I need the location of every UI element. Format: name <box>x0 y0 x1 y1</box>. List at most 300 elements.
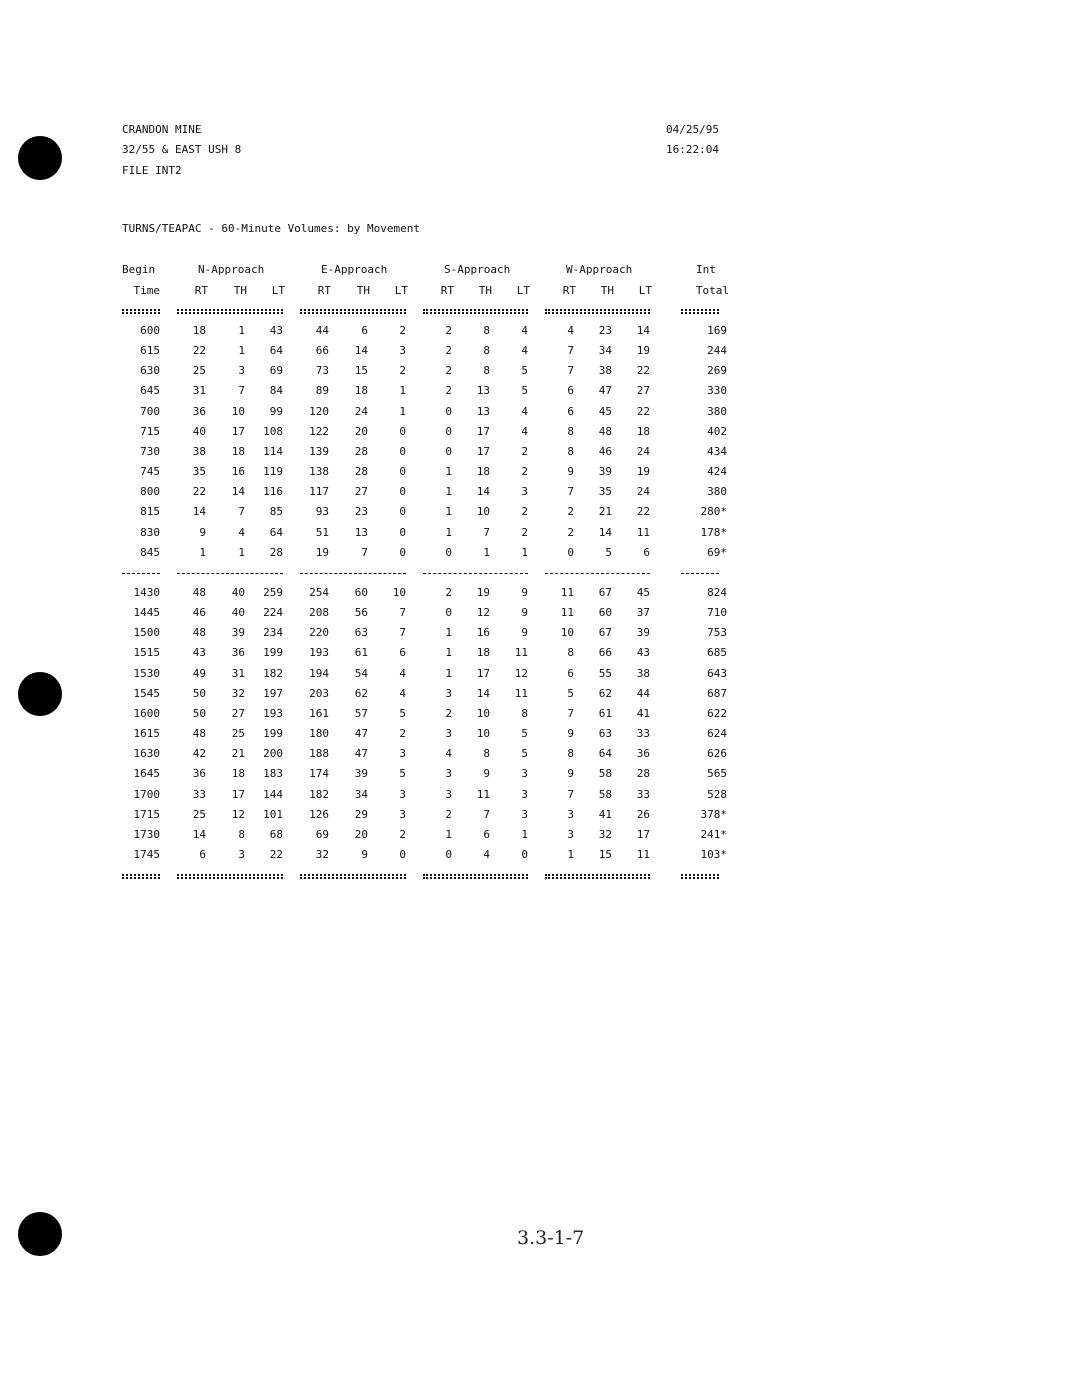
volume-cell: 0 <box>399 525 406 539</box>
volume-cell: 139 <box>309 444 329 458</box>
volume-cell: 824 <box>707 586 727 599</box>
volume-cell: 0 <box>521 847 528 861</box>
volume-cell: 14 <box>476 686 490 700</box>
volume-cell: 41 <box>598 807 612 821</box>
volume-cell: 8 <box>483 344 490 358</box>
volume-cell: 208 <box>309 606 329 620</box>
volume-cell: 180 <box>309 727 329 741</box>
column-header: TH <box>356 284 370 297</box>
volume-cell: 2 <box>521 525 528 539</box>
volume-cell: 19 <box>315 545 329 559</box>
volume-cell: 9 <box>483 767 490 781</box>
volume-cell: 14 <box>598 525 612 539</box>
volume-cell: 8 <box>238 827 245 841</box>
volume-cell: 7 <box>567 344 574 358</box>
volume-cell: 18 <box>192 324 206 337</box>
double-separator <box>300 874 406 879</box>
volume-cell: 2 <box>445 586 452 599</box>
volume-cell: 7 <box>399 606 406 620</box>
column-header: TH <box>478 284 492 297</box>
volume-cell: 3 <box>521 807 528 821</box>
volume-cell: 11 <box>514 646 528 660</box>
volume-cell: 46 <box>598 444 612 458</box>
time-cell: 630 <box>140 364 160 378</box>
volume-cell: 22 <box>192 485 206 499</box>
volume-cell: 22 <box>269 847 283 861</box>
group-header: Begin <box>122 263 156 276</box>
volume-cell: 41 <box>636 706 650 720</box>
volume-cell: 0 <box>399 485 406 499</box>
volume-cell: 42 <box>192 747 206 761</box>
volume-cell: 11 <box>560 586 574 599</box>
volume-cell: 8 <box>567 424 574 438</box>
volume-cell: 69* <box>707 545 727 559</box>
volume-cell: 3 <box>521 787 528 801</box>
volume-cell: 643 <box>707 666 727 680</box>
column-header: LT <box>638 284 652 297</box>
volume-cell: 14 <box>636 324 650 337</box>
volume-cell: 178* <box>700 525 727 539</box>
volume-cell: 138 <box>309 465 329 479</box>
single-separator <box>423 573 528 574</box>
volume-cell: 9 <box>521 626 528 640</box>
volume-cell: 624 <box>707 727 727 741</box>
volume-cell: 67 <box>598 586 612 599</box>
volume-cell: 26 <box>636 807 650 821</box>
volume-cell: 2 <box>445 807 452 821</box>
volume-cell: 5 <box>567 686 574 700</box>
intersection-name: 32/55 & EAST USH 8 <box>122 143 242 157</box>
volume-cell: 9 <box>521 606 528 620</box>
single-separator <box>545 573 650 574</box>
volume-cell: 6 <box>567 404 574 418</box>
time-cell: 730 <box>140 444 160 458</box>
volume-cell: 43 <box>192 646 206 660</box>
volume-cell: 63 <box>598 727 612 741</box>
volume-cell: 2 <box>399 364 406 378</box>
volume-cell: 8 <box>483 324 490 337</box>
volume-cell: 28 <box>354 444 368 458</box>
volume-cell: 14 <box>476 485 490 499</box>
volume-cell: 28 <box>636 767 650 781</box>
volume-cell: 51 <box>315 525 329 539</box>
volume-cell: 69 <box>315 827 329 841</box>
volume-cell: 626 <box>707 747 727 761</box>
volume-cell: 9 <box>521 586 528 599</box>
volume-cell: 45 <box>598 404 612 418</box>
volume-cell: 33 <box>636 727 650 741</box>
volume-cell: 11 <box>514 686 528 700</box>
volume-cell: 2 <box>521 505 528 519</box>
volume-cell: 6 <box>567 666 574 680</box>
time-cell: 1730 <box>133 827 160 841</box>
volume-cell: 6 <box>643 545 650 559</box>
time-cell: 745 <box>140 465 160 479</box>
volume-cell: 5 <box>399 767 406 781</box>
volume-cell: 5 <box>521 364 528 378</box>
binder-hole-top <box>18 136 62 180</box>
volume-cell: 33 <box>636 787 650 801</box>
volume-cell: 380 <box>707 404 727 418</box>
volume-cell: 24 <box>636 444 650 458</box>
volume-cell: 1 <box>238 324 245 337</box>
volume-cell: 61 <box>354 646 368 660</box>
volume-cell: 2 <box>399 827 406 841</box>
volume-cell: 12 <box>231 807 245 821</box>
time-cell: 800 <box>140 485 160 499</box>
volume-cell: 528 <box>707 787 727 801</box>
volume-cell: 4 <box>445 747 452 761</box>
volume-cell: 402 <box>707 424 727 438</box>
double-separator <box>122 309 160 314</box>
volume-cell: 244 <box>707 344 727 358</box>
volume-cell: 5 <box>521 727 528 741</box>
volume-cell: 169 <box>707 324 727 337</box>
volume-cell: 1 <box>445 666 452 680</box>
volume-cell: 24 <box>636 485 650 499</box>
volume-cell: 46 <box>192 606 206 620</box>
column-header: TH <box>600 284 614 297</box>
volume-cell: 2 <box>445 706 452 720</box>
volume-cell: 2 <box>445 384 452 398</box>
volume-cell: 6 <box>483 827 490 841</box>
volume-cell: 1 <box>238 545 245 559</box>
volume-cell: 44 <box>636 686 650 700</box>
double-separator <box>545 309 650 314</box>
report-time: 16:22:04 <box>666 143 719 157</box>
volume-cell: 6 <box>399 646 406 660</box>
volume-cell: 4 <box>399 666 406 680</box>
volume-cell: 4 <box>483 847 490 861</box>
volume-cell: 5 <box>521 747 528 761</box>
volume-cell: 17 <box>231 787 245 801</box>
volume-cell: 22 <box>636 364 650 378</box>
volume-cell: 199 <box>263 646 283 660</box>
report-header-right <box>666 120 719 161</box>
volume-cell: 7 <box>567 364 574 378</box>
volume-cell: 17 <box>231 424 245 438</box>
volume-cell: 18 <box>231 444 245 458</box>
time-cell: 1430 <box>133 586 160 599</box>
volume-cell: 14 <box>192 827 206 841</box>
volume-cell: 0 <box>445 847 452 861</box>
volume-cell: 2 <box>445 344 452 358</box>
volume-cell: 44 <box>315 324 329 337</box>
volume-cell: 1 <box>445 465 452 479</box>
binder-hole-middle <box>18 672 62 716</box>
volume-cell: 2 <box>445 364 452 378</box>
volume-cell: 1 <box>445 626 452 640</box>
volume-cell: 25 <box>231 727 245 741</box>
volume-cell: 3 <box>521 767 528 781</box>
volume-cell: 8 <box>521 706 528 720</box>
volume-cell: 9 <box>567 465 574 479</box>
time-cell: 600 <box>140 324 160 337</box>
volume-cell: 48 <box>598 424 612 438</box>
volume-cell: 38 <box>636 666 650 680</box>
volume-cell: 32 <box>315 847 329 861</box>
volume-cell: 89 <box>315 384 329 398</box>
single-separator <box>177 573 283 574</box>
volume-cell: 50 <box>192 686 206 700</box>
volume-cell: 9 <box>199 525 206 539</box>
double-separator <box>122 874 160 879</box>
volume-cell: 3 <box>238 847 245 861</box>
volume-cell: 54 <box>354 666 368 680</box>
volume-cell: 9 <box>361 847 368 861</box>
group-header: E-Approach <box>321 263 388 276</box>
volume-cell: 10 <box>231 404 245 418</box>
volume-cell: 7 <box>567 706 574 720</box>
volume-cell: 43 <box>636 646 650 660</box>
volume-cell: 1 <box>521 545 528 559</box>
column-header: RT <box>194 284 208 297</box>
time-cell: 615 <box>140 344 160 358</box>
volume-cell: 36 <box>636 747 650 761</box>
volume-cell: 380 <box>707 485 727 499</box>
volume-cell: 13 <box>476 384 490 398</box>
time-cell: 1600 <box>133 706 160 720</box>
volume-cell: 3 <box>567 807 574 821</box>
volume-cell: 22 <box>636 505 650 519</box>
volume-cell: 40 <box>231 606 245 620</box>
volume-cell: 8 <box>567 444 574 458</box>
volume-cell: 4 <box>521 324 528 337</box>
volume-cell: 753 <box>707 626 727 640</box>
time-cell: 1700 <box>133 787 160 801</box>
group-header: N-Approach <box>198 263 265 276</box>
volume-cell: 188 <box>309 747 329 761</box>
report-date: 04/25/95 <box>666 123 719 136</box>
double-separator <box>423 309 528 314</box>
volume-cell: 62 <box>598 686 612 700</box>
volume-cell: 33 <box>192 787 206 801</box>
time-cell: 700 <box>140 404 160 418</box>
volume-cell: 254 <box>309 586 329 599</box>
volume-cell: 280* <box>700 505 727 519</box>
volume-cell: 103* <box>700 847 727 861</box>
volume-cell: 161 <box>309 706 329 720</box>
volume-cell: 22 <box>636 404 650 418</box>
time-cell: 1500 <box>133 626 160 640</box>
volume-cell: 18 <box>476 646 490 660</box>
volume-cell: 126 <box>309 807 329 821</box>
volume-cell: 36 <box>192 404 206 418</box>
time-cell: 1445 <box>133 606 160 620</box>
single-separator <box>300 573 406 574</box>
volume-cell: 19 <box>476 586 490 599</box>
double-separator <box>681 874 719 879</box>
volume-cell: 200 <box>263 747 283 761</box>
volume-cell: 69 <box>269 364 283 378</box>
volume-cell: 114 <box>263 444 283 458</box>
volume-cell: 64 <box>269 344 283 358</box>
time-cell: 1515 <box>133 646 160 660</box>
volume-cell: 0 <box>399 424 406 438</box>
page-number: 3.3-1-7 <box>517 1227 585 1249</box>
volume-cell: 23 <box>598 324 612 337</box>
volume-cell: 27 <box>636 384 650 398</box>
volume-cell: 183 <box>263 767 283 781</box>
volume-cell: 8 <box>483 364 490 378</box>
volume-cell: 47 <box>354 747 368 761</box>
column-header: RT <box>440 284 454 297</box>
volume-cell: 32 <box>231 686 245 700</box>
volume-cell: 40 <box>231 586 245 599</box>
volume-cell: 48 <box>192 626 206 640</box>
volume-cell: 4 <box>399 686 406 700</box>
volume-cell: 4 <box>238 525 245 539</box>
volume-cell: 2 <box>567 525 574 539</box>
volume-cell: 1 <box>567 847 574 861</box>
volume-cell: 8 <box>567 747 574 761</box>
volume-cell: 269 <box>707 364 727 378</box>
volume-cell: 17 <box>636 827 650 841</box>
volume-cell: 11 <box>476 787 490 801</box>
volume-cell: 3 <box>567 827 574 841</box>
group-header: W-Approach <box>566 263 633 276</box>
binder-hole-bottom <box>18 1212 62 1256</box>
volume-cell: 16 <box>231 465 245 479</box>
time-cell: 815 <box>140 505 160 519</box>
volume-cell: 48 <box>192 727 206 741</box>
volume-cell: 7 <box>361 545 368 559</box>
volume-cell: 1 <box>445 505 452 519</box>
volume-cell: 687 <box>707 686 727 700</box>
volume-cell: 5 <box>399 706 406 720</box>
volume-cell: 64 <box>269 525 283 539</box>
volume-cell: 2 <box>567 505 574 519</box>
volume-cell: 193 <box>309 646 329 660</box>
column-header: LT <box>271 284 285 297</box>
volume-cell: 99 <box>269 404 283 418</box>
volume-cell: 39 <box>598 465 612 479</box>
volume-cell: 55 <box>598 666 612 680</box>
volume-cell: 40 <box>192 424 206 438</box>
column-header: TH <box>233 284 247 297</box>
time-cell: 1715 <box>133 807 160 821</box>
volume-cell: 18 <box>476 465 490 479</box>
time-cell: 830 <box>140 525 160 539</box>
volume-cell: 0 <box>445 444 452 458</box>
report-title: TURNS/TEAPAC - 60-Minute Volumes: by Movement <box>122 222 421 235</box>
single-separator <box>681 573 719 574</box>
volume-cell: 34 <box>598 344 612 358</box>
group-header: Int <box>696 263 716 276</box>
volume-cell: 56 <box>354 606 368 620</box>
volume-cell: 61 <box>598 706 612 720</box>
volume-cell: 1 <box>483 545 490 559</box>
volume-cell: 1 <box>445 646 452 660</box>
volume-cell: 0 <box>399 444 406 458</box>
volume-cell: 5 <box>605 545 612 559</box>
single-separator <box>122 573 160 574</box>
volume-cell: 101 <box>263 807 283 821</box>
volume-cell: 20 <box>354 827 368 841</box>
double-separator <box>681 309 719 314</box>
volume-cell: 685 <box>707 646 727 660</box>
volume-cell: 622 <box>707 706 727 720</box>
volume-cell: 37 <box>636 606 650 620</box>
volume-cell: 12 <box>476 606 490 620</box>
volume-cell: 10 <box>392 586 406 599</box>
volume-cell: 34 <box>354 787 368 801</box>
volume-cell: 7 <box>238 384 245 398</box>
volume-cell: 58 <box>598 787 612 801</box>
volume-cell: 10 <box>476 706 490 720</box>
volume-cell: 25 <box>192 364 206 378</box>
volume-cell: 7 <box>238 505 245 519</box>
volume-cell: 64 <box>598 747 612 761</box>
volume-cell: 330 <box>707 384 727 398</box>
volume-cell: 31 <box>192 384 206 398</box>
volume-cell: 7 <box>399 626 406 640</box>
volume-cell: 120 <box>309 404 329 418</box>
volume-cell: 182 <box>263 666 283 680</box>
volume-cell: 6 <box>567 384 574 398</box>
volume-cell: 710 <box>707 606 727 620</box>
time-cell: 1615 <box>133 727 160 741</box>
volume-cell: 8 <box>483 747 490 761</box>
volume-cell: 1 <box>238 344 245 358</box>
time-cell: 1545 <box>133 686 160 700</box>
volume-cell: 2 <box>399 324 406 337</box>
volume-cell: 3 <box>399 344 406 358</box>
volume-cell: 1 <box>445 827 452 841</box>
volume-cell: 7 <box>483 807 490 821</box>
double-separator <box>300 309 406 314</box>
volume-cell: 1 <box>399 384 406 398</box>
volume-cell: 4 <box>521 404 528 418</box>
volume-cell: 36 <box>192 767 206 781</box>
volume-cell: 17 <box>476 424 490 438</box>
volume-cell: 2 <box>445 324 452 337</box>
volume-cell: 28 <box>354 465 368 479</box>
volume-cell: 3 <box>238 364 245 378</box>
volume-cell: 3 <box>445 686 452 700</box>
volume-cell: 68 <box>269 827 283 841</box>
volume-cell: 11 <box>636 525 650 539</box>
volume-cell: 0 <box>399 847 406 861</box>
volume-cell: 36 <box>231 646 245 660</box>
volume-cell: 39 <box>636 626 650 640</box>
volume-cell: 0 <box>399 465 406 479</box>
group-header: S-Approach <box>444 263 511 276</box>
volume-cell: 73 <box>315 364 329 378</box>
volume-cell: 57 <box>354 706 368 720</box>
volume-cell: 2 <box>399 727 406 741</box>
volume-cell: 434 <box>707 444 727 458</box>
volume-cell: 259 <box>263 586 283 599</box>
volume-cell: 29 <box>354 807 368 821</box>
double-separator <box>177 309 283 314</box>
volume-cell: 66 <box>315 344 329 358</box>
volume-cell: 25 <box>192 807 206 821</box>
volume-cell: 62 <box>354 686 368 700</box>
volume-cell: 14 <box>192 505 206 519</box>
volume-cell: 122 <box>309 424 329 438</box>
volume-cell: 28 <box>269 545 283 559</box>
volume-cell: 23 <box>354 505 368 519</box>
volume-cell: 241* <box>700 827 727 841</box>
volume-cell: 58 <box>598 767 612 781</box>
volume-cell: 7 <box>567 787 574 801</box>
report-header-left <box>122 120 241 181</box>
time-cell: 1745 <box>133 847 160 861</box>
time-cell: 845 <box>140 545 160 559</box>
volume-cell: 117 <box>309 485 329 499</box>
volume-cell: 119 <box>263 465 283 479</box>
